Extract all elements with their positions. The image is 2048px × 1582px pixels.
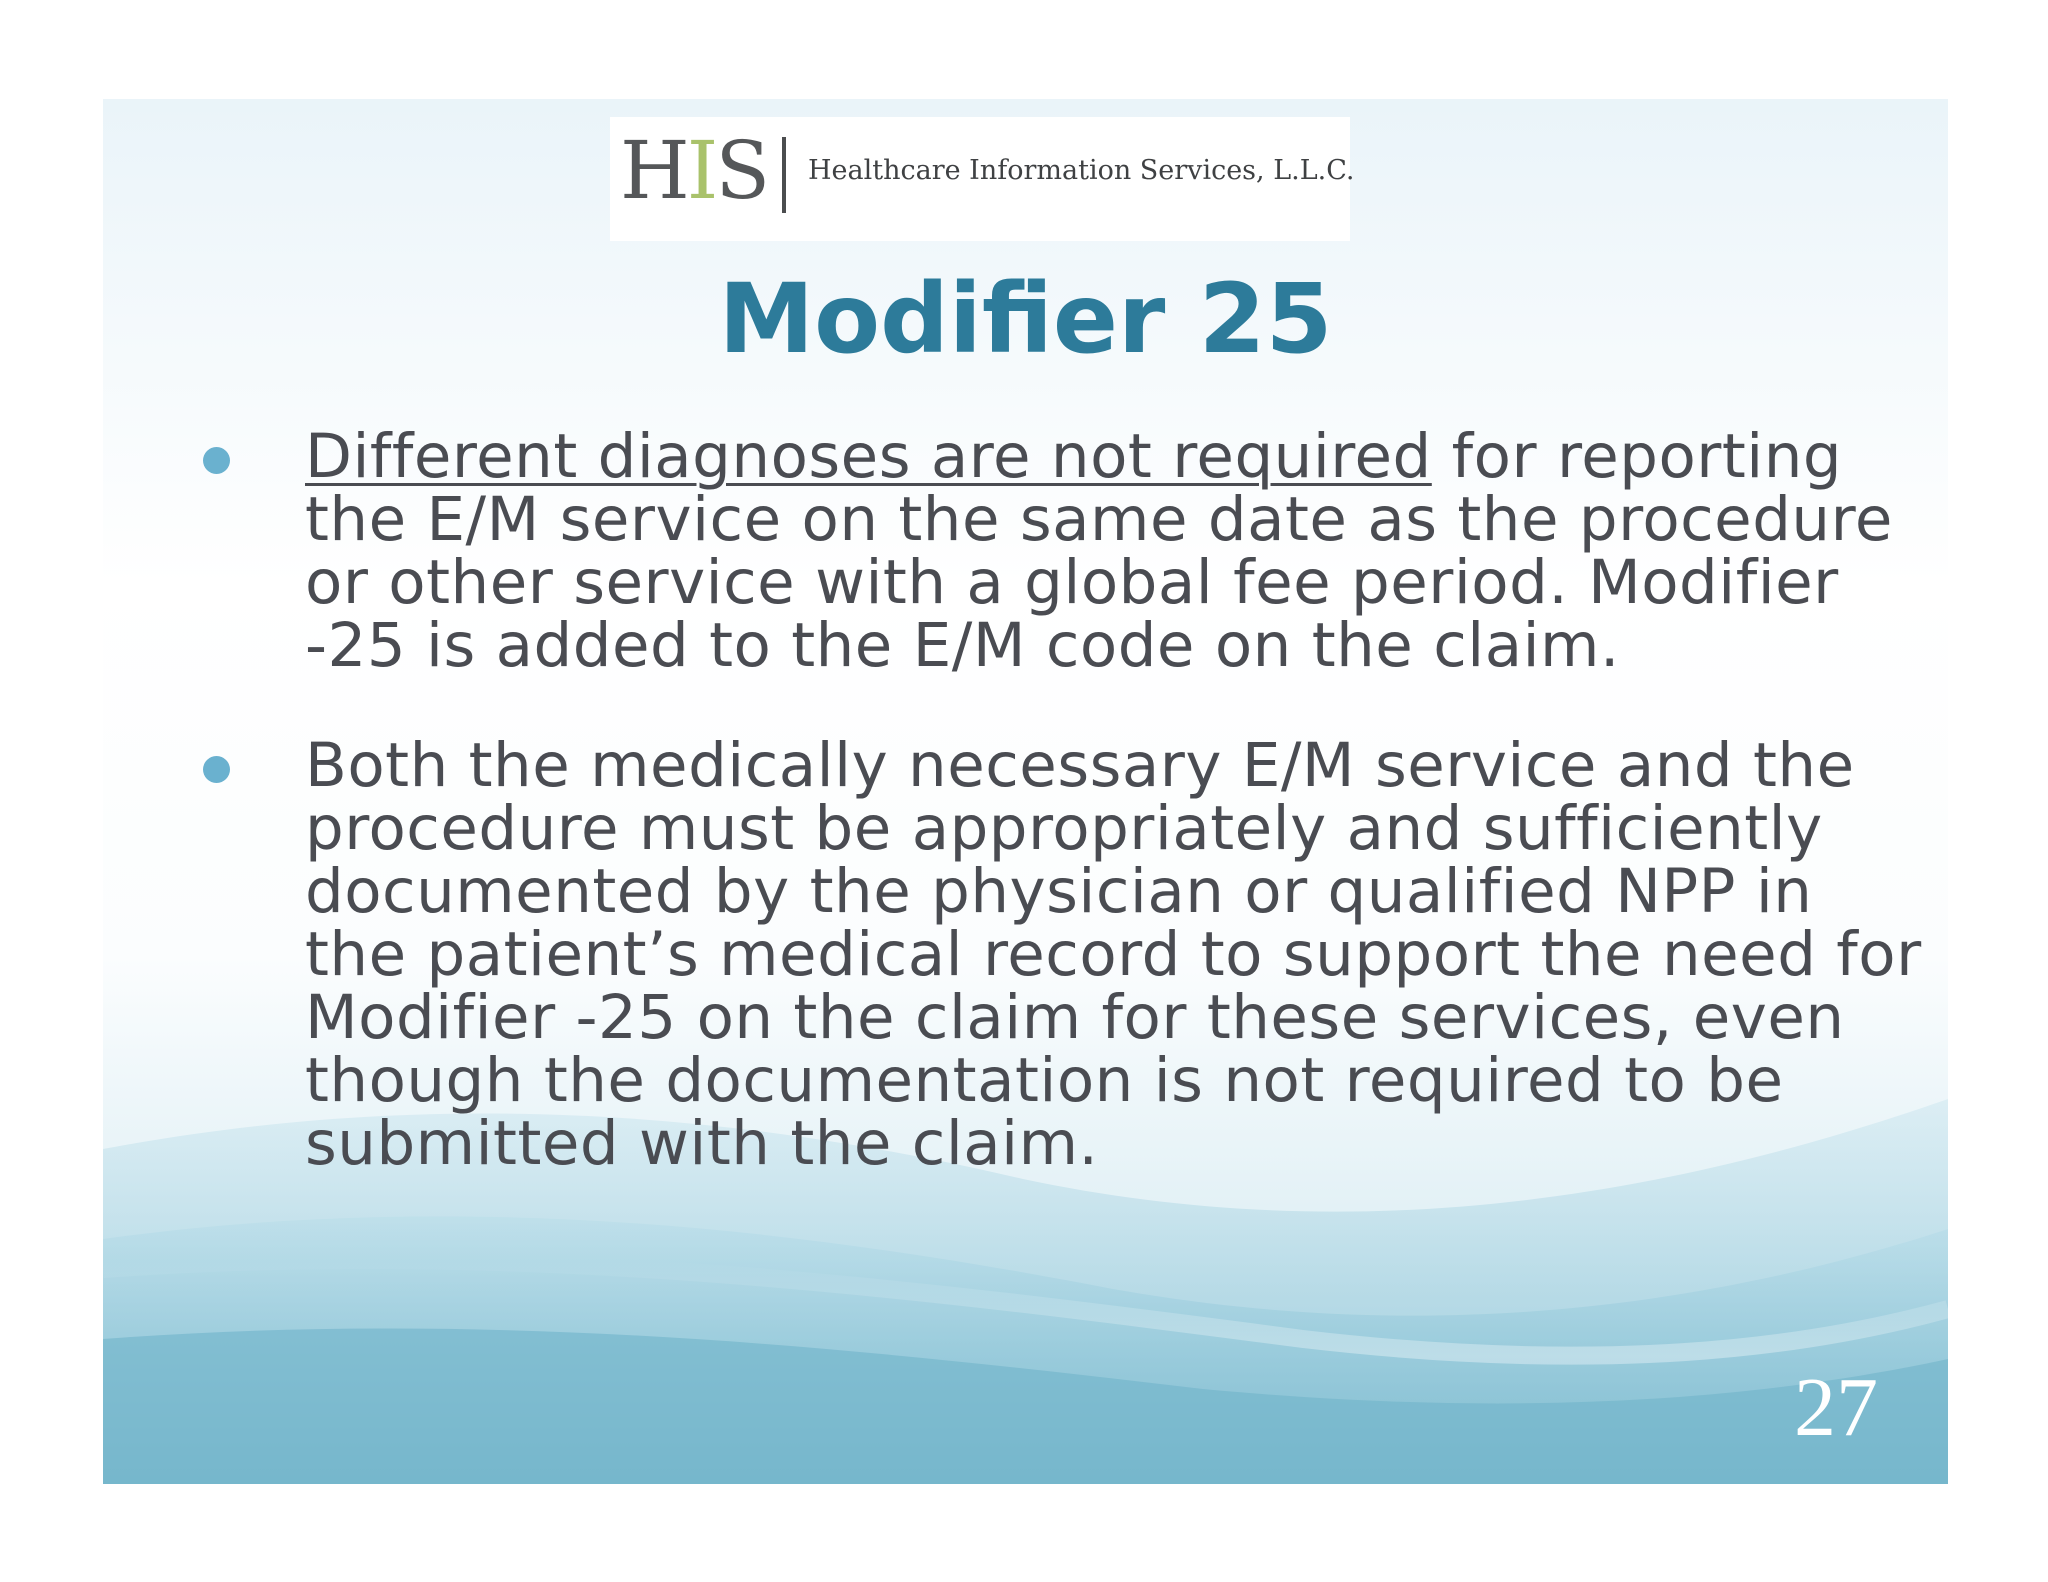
logo-divider — [782, 137, 786, 213]
bullet-underlined-text: Different diagnoses are not required — [305, 421, 1432, 492]
logo-mark — [620, 124, 768, 217]
logo-mark-h: H — [620, 124, 687, 217]
bullet-item — [203, 730, 1923, 1179]
bullet-text: Both the medically necessary E/M service and the procedure must be appropriately and sufficiently documented by the physician or qualified NPP in the patient’s medical record to support the need for Modifier -25 on the claim for these services, even though the documentation is not required to be submitted with the claim. — [305, 730, 1922, 1179]
logo-mark-s: S — [715, 124, 768, 217]
bullet-dot-icon — [203, 447, 230, 474]
logo-mark-i: I — [686, 124, 716, 217]
logo-company-name: Healthcare Information Services, L.L.C. — [808, 155, 1355, 186]
company-logo — [610, 117, 1355, 241]
bullet-dot-icon — [203, 756, 230, 783]
slide — [103, 99, 1948, 1484]
bullet-item — [203, 421, 1923, 681]
slide-title: Modifier 25 — [718, 263, 1333, 375]
bullet-text: for reporting the E/M service on the same date as the procedure or other service with a global fee period. Modifier -25 is added to the E/M code on the claim. — [305, 421, 1893, 681]
slide-number: 27 — [1794, 1361, 1878, 1454]
bullet-list — [203, 421, 1923, 1179]
